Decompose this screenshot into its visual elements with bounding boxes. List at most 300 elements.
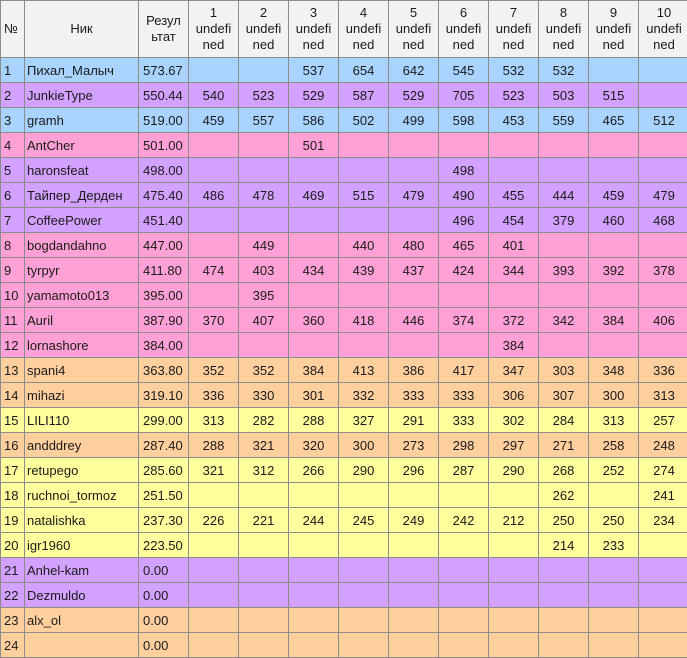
round-4-score-cell — [339, 133, 389, 158]
round-10-score-cell: 479 — [639, 183, 687, 208]
round-7-score-cell — [489, 283, 539, 308]
column-header-round-1[interactable]: 1 undefi ned — [189, 1, 239, 58]
rank-cell: 17 — [1, 458, 25, 483]
result-cell: 573.67 — [139, 58, 189, 83]
rank-cell: 21 — [1, 558, 25, 583]
round-4-score-cell — [339, 483, 389, 508]
round-2-score-cell — [239, 333, 289, 358]
round-8-score-cell: 532 — [539, 58, 589, 83]
round-8-score-cell: 268 — [539, 458, 589, 483]
round-8-score-cell: 379 — [539, 208, 589, 233]
table-row — [1, 158, 687, 183]
round-4-score-cell — [339, 558, 389, 583]
round-5-score-cell: 333 — [389, 383, 439, 408]
round-8-score-cell: 250 — [539, 508, 589, 533]
round-2-score-cell: 321 — [239, 433, 289, 458]
round-2-score-cell: 312 — [239, 458, 289, 483]
round-4-score-cell — [339, 533, 389, 558]
round-4-score-cell: 332 — [339, 383, 389, 408]
nick-cell: AntCher — [25, 133, 139, 158]
column-header-round-3[interactable]: 3 undefi ned — [289, 1, 339, 58]
table-row — [1, 333, 687, 358]
round-9-score-cell — [589, 333, 639, 358]
round-8-score-cell — [539, 608, 589, 633]
round-3-score-cell — [289, 333, 339, 358]
round-2-score-cell: 523 — [239, 83, 289, 108]
rank-cell: 10 — [1, 283, 25, 308]
round-9-score-cell: 313 — [589, 408, 639, 433]
round-2-score-cell: 352 — [239, 358, 289, 383]
round-10-score-cell: 468 — [639, 208, 687, 233]
nick-cell: Пихал_Малыч — [25, 58, 139, 83]
result-cell: 387.90 — [139, 308, 189, 333]
rank-cell: 11 — [1, 308, 25, 333]
round-3-score-cell: 266 — [289, 458, 339, 483]
table-row — [1, 483, 687, 508]
column-header-round-8[interactable]: 8 undefi ned — [539, 1, 589, 58]
round-3-score-cell — [289, 633, 339, 658]
round-9-score-cell — [589, 233, 639, 258]
round-5-score-cell: 273 — [389, 433, 439, 458]
round-7-score-cell: 302 — [489, 408, 539, 433]
round-6-score-cell: 424 — [439, 258, 489, 283]
round-5-score-cell — [389, 333, 439, 358]
round-2-score-cell — [239, 133, 289, 158]
result-cell: 223.50 — [139, 533, 189, 558]
round-3-score-cell: 501 — [289, 133, 339, 158]
round-9-score-cell: 348 — [589, 358, 639, 383]
nick-cell — [25, 633, 139, 658]
rank-cell: 6 — [1, 183, 25, 208]
rank-cell: 16 — [1, 433, 25, 458]
round-3-score-cell — [289, 583, 339, 608]
round-4-score-cell: 327 — [339, 408, 389, 433]
nick-cell: Тайпер_Дерден — [25, 183, 139, 208]
round-2-score-cell — [239, 633, 289, 658]
round-2-score-cell — [239, 533, 289, 558]
round-9-score-cell: 300 — [589, 383, 639, 408]
round-6-score-cell — [439, 283, 489, 308]
round-9-score-cell — [589, 558, 639, 583]
rank-cell: 13 — [1, 358, 25, 383]
rank-cell: 9 — [1, 258, 25, 283]
round-1-score-cell — [189, 283, 239, 308]
round-1-score-cell: 540 — [189, 83, 239, 108]
round-3-score-cell: 301 — [289, 383, 339, 408]
table-row — [1, 558, 687, 583]
round-3-score-cell: 288 — [289, 408, 339, 433]
result-cell: 451.40 — [139, 208, 189, 233]
round-8-score-cell — [539, 133, 589, 158]
rank-cell: 14 — [1, 383, 25, 408]
round-9-score-cell: 233 — [589, 533, 639, 558]
round-10-score-cell: 241 — [639, 483, 687, 508]
round-5-score-cell: 291 — [389, 408, 439, 433]
round-1-score-cell — [189, 233, 239, 258]
round-8-score-cell: 214 — [539, 533, 589, 558]
round-5-score-cell: 249 — [389, 508, 439, 533]
round-1-score-cell: 352 — [189, 358, 239, 383]
round-5-score-cell — [389, 608, 439, 633]
column-header-round-5[interactable]: 5 undefi ned — [389, 1, 439, 58]
result-cell: 0.00 — [139, 583, 189, 608]
round-7-score-cell: 453 — [489, 108, 539, 133]
result-cell: 287.40 — [139, 433, 189, 458]
round-6-score-cell: 333 — [439, 383, 489, 408]
result-cell: 411.80 — [139, 258, 189, 283]
round-4-score-cell: 502 — [339, 108, 389, 133]
round-9-score-cell — [589, 483, 639, 508]
rank-cell: 2 — [1, 83, 25, 108]
nick-cell: haronsfeat — [25, 158, 139, 183]
round-6-score-cell — [439, 583, 489, 608]
round-9-score-cell: 460 — [589, 208, 639, 233]
round-5-score-cell — [389, 583, 439, 608]
round-8-score-cell — [539, 158, 589, 183]
table-body — [1, 58, 687, 658]
round-5-score-cell — [389, 633, 439, 658]
round-6-score-cell: 333 — [439, 408, 489, 433]
round-6-score-cell: 374 — [439, 308, 489, 333]
round-8-score-cell — [539, 583, 589, 608]
round-7-score-cell — [489, 583, 539, 608]
round-3-score-cell: 434 — [289, 258, 339, 283]
table-row — [1, 308, 687, 333]
nick-cell: igr1960 — [25, 533, 139, 558]
rank-cell: 23 — [1, 608, 25, 633]
round-4-score-cell — [339, 583, 389, 608]
round-7-score-cell: 297 — [489, 433, 539, 458]
result-cell: 0.00 — [139, 608, 189, 633]
round-2-score-cell: 449 — [239, 233, 289, 258]
round-9-score-cell: 465 — [589, 108, 639, 133]
round-1-score-cell — [189, 583, 239, 608]
round-10-score-cell: 234 — [639, 508, 687, 533]
round-2-score-cell: 395 — [239, 283, 289, 308]
round-6-score-cell — [439, 633, 489, 658]
round-7-score-cell: 401 — [489, 233, 539, 258]
rank-cell: 24 — [1, 633, 25, 658]
round-1-score-cell — [189, 158, 239, 183]
round-10-score-cell — [639, 133, 687, 158]
round-9-score-cell — [589, 283, 639, 308]
nick-cell: spani4 — [25, 358, 139, 383]
result-cell: 519.00 — [139, 108, 189, 133]
round-5-score-cell — [389, 558, 439, 583]
column-header-result[interactable]: Резул ьтат — [139, 1, 189, 58]
nick-cell: bogdandahno — [25, 233, 139, 258]
round-5-score-cell: 479 — [389, 183, 439, 208]
nick-cell: CoffeePower — [25, 208, 139, 233]
round-6-score-cell: 490 — [439, 183, 489, 208]
round-7-score-cell — [489, 608, 539, 633]
round-1-score-cell: 226 — [189, 508, 239, 533]
rank-cell: 12 — [1, 333, 25, 358]
round-1-score-cell: 336 — [189, 383, 239, 408]
round-5-score-cell — [389, 533, 439, 558]
round-7-score-cell: 523 — [489, 83, 539, 108]
round-10-score-cell — [639, 583, 687, 608]
round-3-score-cell — [289, 533, 339, 558]
column-header-round-4[interactable]: 4 undefi ned — [339, 1, 389, 58]
nick-cell: tyrpyr — [25, 258, 139, 283]
round-9-score-cell: 515 — [589, 83, 639, 108]
table-row — [1, 233, 687, 258]
round-8-score-cell — [539, 333, 589, 358]
rank-cell: 5 — [1, 158, 25, 183]
nick-cell: andddrey — [25, 433, 139, 458]
rank-cell: 20 — [1, 533, 25, 558]
result-cell: 498.00 — [139, 158, 189, 183]
nick-cell: yamamoto013 — [25, 283, 139, 308]
nick-cell: lornashore — [25, 333, 139, 358]
round-9-score-cell: 258 — [589, 433, 639, 458]
round-5-score-cell: 499 — [389, 108, 439, 133]
round-5-score-cell: 296 — [389, 458, 439, 483]
round-6-score-cell — [439, 608, 489, 633]
round-10-score-cell — [639, 233, 687, 258]
round-7-score-cell — [489, 158, 539, 183]
round-6-score-cell: 545 — [439, 58, 489, 83]
table-row — [1, 608, 687, 633]
round-5-score-cell — [389, 483, 439, 508]
round-2-score-cell — [239, 208, 289, 233]
round-2-score-cell — [239, 608, 289, 633]
nick-cell: mihazi — [25, 383, 139, 408]
nick-cell: Auril — [25, 308, 139, 333]
round-4-score-cell — [339, 208, 389, 233]
round-3-score-cell — [289, 283, 339, 308]
column-header-round-7[interactable]: 7 undefi ned — [489, 1, 539, 58]
round-8-score-cell: 262 — [539, 483, 589, 508]
round-3-score-cell: 586 — [289, 108, 339, 133]
round-10-score-cell: 378 — [639, 258, 687, 283]
round-6-score-cell: 465 — [439, 233, 489, 258]
round-1-score-cell — [189, 483, 239, 508]
result-cell: 0.00 — [139, 633, 189, 658]
table-row — [1, 183, 687, 208]
round-3-score-cell — [289, 208, 339, 233]
nick-cell: gramh — [25, 108, 139, 133]
round-6-score-cell — [439, 483, 489, 508]
round-6-score-cell — [439, 533, 489, 558]
column-header-round-10[interactable]: 10 undefi ned — [639, 1, 687, 58]
rank-cell: 4 — [1, 133, 25, 158]
round-3-score-cell — [289, 558, 339, 583]
table-row — [1, 583, 687, 608]
result-cell: 319.10 — [139, 383, 189, 408]
round-2-score-cell: 557 — [239, 108, 289, 133]
round-1-score-cell — [189, 608, 239, 633]
round-4-score-cell — [339, 608, 389, 633]
round-7-score-cell — [489, 633, 539, 658]
round-7-score-cell: 290 — [489, 458, 539, 483]
table-row — [1, 83, 687, 108]
round-6-score-cell: 496 — [439, 208, 489, 233]
round-4-score-cell: 418 — [339, 308, 389, 333]
round-7-score-cell — [489, 533, 539, 558]
table-row — [1, 283, 687, 308]
nick-cell: LILI110 — [25, 408, 139, 433]
result-cell: 299.00 — [139, 408, 189, 433]
round-7-score-cell: 306 — [489, 383, 539, 408]
round-5-score-cell: 529 — [389, 83, 439, 108]
column-header-nick[interactable]: Ник — [25, 1, 139, 58]
round-10-score-cell — [639, 333, 687, 358]
round-8-score-cell: 284 — [539, 408, 589, 433]
round-1-score-cell: 321 — [189, 458, 239, 483]
round-4-score-cell: 439 — [339, 258, 389, 283]
nick-cell: ruchnoi_tormoz — [25, 483, 139, 508]
round-5-score-cell — [389, 158, 439, 183]
result-cell: 251.50 — [139, 483, 189, 508]
round-5-score-cell: 480 — [389, 233, 439, 258]
round-3-score-cell — [289, 233, 339, 258]
round-8-score-cell: 503 — [539, 83, 589, 108]
round-9-score-cell — [589, 158, 639, 183]
column-header-number[interactable]: № — [1, 1, 25, 58]
round-1-score-cell — [189, 558, 239, 583]
round-4-score-cell: 245 — [339, 508, 389, 533]
rank-cell: 8 — [1, 233, 25, 258]
column-header-round-6[interactable]: 6 undefi ned — [439, 1, 489, 58]
round-4-score-cell: 440 — [339, 233, 389, 258]
round-7-score-cell: 384 — [489, 333, 539, 358]
round-9-score-cell: 250 — [589, 508, 639, 533]
round-10-score-cell — [639, 633, 687, 658]
round-3-score-cell — [289, 608, 339, 633]
round-3-score-cell: 384 — [289, 358, 339, 383]
round-8-score-cell — [539, 233, 589, 258]
round-10-score-cell: 257 — [639, 408, 687, 433]
table-row — [1, 433, 687, 458]
result-cell: 550.44 — [139, 83, 189, 108]
round-9-score-cell: 252 — [589, 458, 639, 483]
result-cell: 395.00 — [139, 283, 189, 308]
round-10-score-cell: 274 — [639, 458, 687, 483]
round-5-score-cell — [389, 283, 439, 308]
round-6-score-cell — [439, 133, 489, 158]
round-3-score-cell: 469 — [289, 183, 339, 208]
column-header-round-9[interactable]: 9 undefi ned — [589, 1, 639, 58]
table-row — [1, 58, 687, 83]
round-1-score-cell — [189, 533, 239, 558]
round-3-score-cell — [289, 158, 339, 183]
rank-cell: 7 — [1, 208, 25, 233]
nick-cell: retupego — [25, 458, 139, 483]
round-8-score-cell — [539, 633, 589, 658]
round-1-score-cell: 313 — [189, 408, 239, 433]
round-4-score-cell: 413 — [339, 358, 389, 383]
round-7-score-cell: 347 — [489, 358, 539, 383]
round-8-score-cell: 303 — [539, 358, 589, 383]
round-2-score-cell: 403 — [239, 258, 289, 283]
round-4-score-cell — [339, 333, 389, 358]
round-6-score-cell: 417 — [439, 358, 489, 383]
nick-cell: natalishka — [25, 508, 139, 533]
rank-cell: 18 — [1, 483, 25, 508]
table-row — [1, 108, 687, 133]
round-2-score-cell: 478 — [239, 183, 289, 208]
round-10-score-cell: 336 — [639, 358, 687, 383]
result-cell: 475.40 — [139, 183, 189, 208]
round-4-score-cell — [339, 633, 389, 658]
round-5-score-cell: 446 — [389, 308, 439, 333]
round-8-score-cell — [539, 558, 589, 583]
round-9-score-cell — [589, 58, 639, 83]
nick-cell: JunkieType — [25, 83, 139, 108]
round-4-score-cell: 654 — [339, 58, 389, 83]
nick-cell: alx_ol — [25, 608, 139, 633]
result-cell: 0.00 — [139, 558, 189, 583]
result-cell: 285.60 — [139, 458, 189, 483]
round-10-score-cell — [639, 283, 687, 308]
round-9-score-cell — [589, 583, 639, 608]
round-3-score-cell — [289, 483, 339, 508]
round-4-score-cell — [339, 283, 389, 308]
round-5-score-cell: 386 — [389, 358, 439, 383]
round-2-score-cell: 407 — [239, 308, 289, 333]
round-6-score-cell: 298 — [439, 433, 489, 458]
round-3-score-cell: 320 — [289, 433, 339, 458]
header-row — [1, 1, 687, 58]
round-7-score-cell — [489, 483, 539, 508]
round-6-score-cell: 287 — [439, 458, 489, 483]
round-10-score-cell — [639, 58, 687, 83]
round-2-score-cell — [239, 583, 289, 608]
table-row — [1, 133, 687, 158]
round-7-score-cell: 455 — [489, 183, 539, 208]
round-5-score-cell — [389, 133, 439, 158]
table-row — [1, 508, 687, 533]
table-row — [1, 208, 687, 233]
round-8-score-cell: 271 — [539, 433, 589, 458]
round-3-score-cell: 529 — [289, 83, 339, 108]
round-5-score-cell — [389, 208, 439, 233]
result-cell: 363.80 — [139, 358, 189, 383]
round-8-score-cell: 444 — [539, 183, 589, 208]
round-8-score-cell — [539, 283, 589, 308]
result-cell: 447.00 — [139, 233, 189, 258]
round-10-score-cell: 512 — [639, 108, 687, 133]
round-4-score-cell: 290 — [339, 458, 389, 483]
round-3-score-cell: 360 — [289, 308, 339, 333]
table-row — [1, 533, 687, 558]
result-cell: 237.30 — [139, 508, 189, 533]
round-10-score-cell: 406 — [639, 308, 687, 333]
round-2-score-cell — [239, 558, 289, 583]
round-1-score-cell — [189, 633, 239, 658]
rank-cell: 3 — [1, 108, 25, 133]
round-1-score-cell — [189, 208, 239, 233]
result-cell: 501.00 — [139, 133, 189, 158]
round-2-score-cell: 330 — [239, 383, 289, 408]
round-7-score-cell: 454 — [489, 208, 539, 233]
round-10-score-cell — [639, 608, 687, 633]
round-1-score-cell: 288 — [189, 433, 239, 458]
round-10-score-cell — [639, 158, 687, 183]
round-10-score-cell: 313 — [639, 383, 687, 408]
round-9-score-cell: 459 — [589, 183, 639, 208]
round-10-score-cell — [639, 83, 687, 108]
round-4-score-cell: 515 — [339, 183, 389, 208]
round-10-score-cell: 248 — [639, 433, 687, 458]
column-header-round-2[interactable]: 2 undefi ned — [239, 1, 289, 58]
round-8-score-cell: 342 — [539, 308, 589, 333]
round-4-score-cell: 300 — [339, 433, 389, 458]
round-6-score-cell: 705 — [439, 83, 489, 108]
table-row — [1, 358, 687, 383]
